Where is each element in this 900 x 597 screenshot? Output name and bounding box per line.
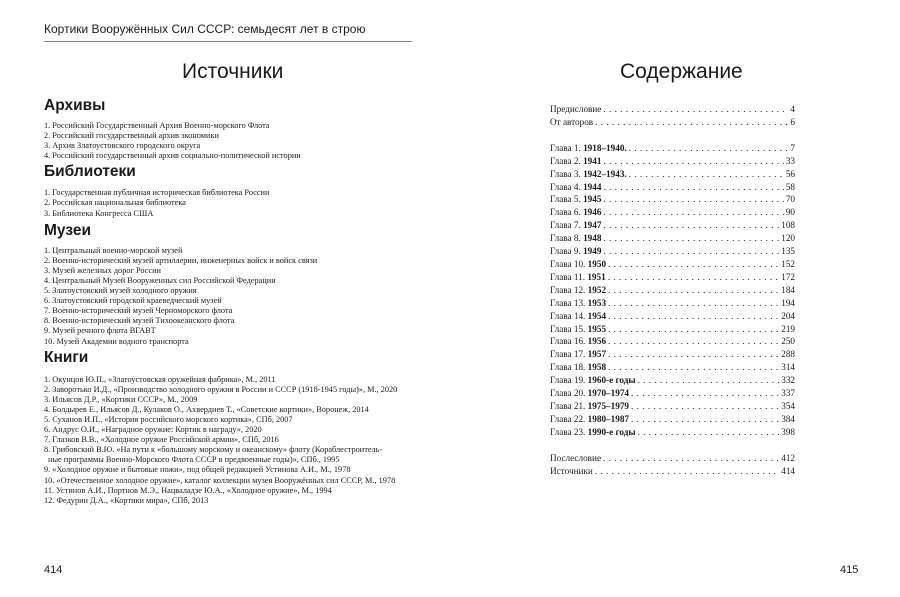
toc-page: 337 <box>781 388 795 399</box>
toc-label: Глава 14. <box>550 310 586 321</box>
leader-dots <box>631 400 779 413</box>
toc-chapter-years: 1948 <box>583 233 602 244</box>
list-item: 3. Архив Златоустовского городского округа <box>44 141 201 151</box>
leader-dots <box>603 245 779 258</box>
toc-label: Глава 15. <box>550 323 586 334</box>
toc-label: Глава 21. <box>550 400 586 411</box>
toc-label: Глава 4. <box>550 181 581 192</box>
running-head: Кортики Вооружённых Сил СССР: семьдесят лет в строю <box>44 22 412 42</box>
toc-page: 288 <box>781 349 795 360</box>
list-item: 1. Окунцов Ю.П., «Златоустовская оружейная фабрика», М., 2011 <box>44 374 276 384</box>
toc-page: 4 <box>790 104 795 114</box>
toc-page: 219 <box>781 323 795 334</box>
toc-page: 58 <box>785 181 795 192</box>
books-list <box>44 375 424 506</box>
leader-dots <box>608 271 780 284</box>
toc-page: 135 <box>781 246 795 257</box>
list-item: 3. Музей железных дорог России <box>44 265 161 275</box>
list-item: 11. Устинов А.И., Портнов М.Э., Нацваладзе Ю.А., «Холодное оружие», М., 1994 <box>44 485 332 495</box>
toc-entry[interactable] <box>550 284 795 297</box>
toc-page: 194 <box>781 297 795 308</box>
leader-dots <box>631 387 779 400</box>
list-item: 3. Библиотека Конгресса США <box>44 208 154 218</box>
libraries-list <box>44 188 424 218</box>
page-number-right: 415 <box>840 564 859 576</box>
toc-page: 70 <box>785 194 795 205</box>
toc-label: Глава 1. <box>550 142 581 153</box>
toc-page: 6 <box>790 116 795 127</box>
section-heading-books: Книги <box>44 348 89 366</box>
toc-chapter-years: 1970–1974 <box>587 388 629 399</box>
list-item: 3. Ильясов Д.Р., «Кортики СССР», М., 2009 <box>44 394 198 404</box>
leader-dots <box>608 258 779 271</box>
toc-label: Послесловие <box>550 452 602 463</box>
toc-chapter-years: 1918–1940. <box>583 142 627 153</box>
list-item: 9. Музей речного флота ВГАВТ <box>44 326 156 336</box>
toc-entry[interactable] <box>550 348 795 361</box>
toc-entry[interactable] <box>550 219 795 232</box>
toc-label: Глава 17. <box>550 349 586 360</box>
leader-dots <box>608 284 779 297</box>
toc-page: 7 <box>790 142 795 153</box>
leader-dots <box>631 413 779 426</box>
leader-dots <box>603 193 783 206</box>
toc-page: 172 <box>781 271 795 282</box>
toc-entry[interactable] <box>550 400 795 413</box>
toc-page: 414 <box>781 465 795 476</box>
toc-page: 398 <box>781 426 795 437</box>
leader-dots <box>603 232 779 245</box>
toc-chapter-years: 1947 <box>583 220 602 231</box>
toc-entry[interactable] <box>550 168 795 181</box>
sources-title: Источники <box>182 60 284 83</box>
toc-page: 332 <box>781 375 795 386</box>
toc-label: Глава 23. <box>550 426 586 437</box>
toc-page: 152 <box>781 258 795 269</box>
section-heading-libraries: Библиотеки <box>44 163 136 181</box>
spacer <box>550 439 795 452</box>
toc-entry[interactable] <box>550 335 795 348</box>
toc-entry[interactable] <box>550 413 795 426</box>
toc-chapter-years: 1942–1943. <box>583 168 627 179</box>
section-heading-museums: Музеи <box>44 221 91 239</box>
toc-entry[interactable] <box>550 193 795 206</box>
toc-label: Предисловие <box>550 104 602 114</box>
toc-page: 33 <box>785 155 795 166</box>
toc-label: Глава 5. <box>550 194 581 205</box>
list-item: 4. Центральный Музей Вооруженных сил Российской Федерации <box>44 275 276 285</box>
leader-dots <box>638 374 780 387</box>
leader-dots <box>629 142 789 155</box>
toc-chapter-years: 1990-е годы <box>587 426 636 437</box>
toc-entry[interactable] <box>550 245 795 258</box>
toc-label: Глава 16. <box>550 336 586 347</box>
list-item: 7. Военно-исторический музей Черноморского флота <box>44 306 233 316</box>
toc-chapter-years: 1950 <box>587 258 607 269</box>
toc-label: Глава 7. <box>550 220 581 231</box>
toc-chapter-years: 1957 <box>587 349 607 360</box>
toc-chapter-years: 1955 <box>587 323 607 334</box>
toc-entry[interactable] <box>550 271 795 284</box>
toc-page: 108 <box>781 220 795 231</box>
toc-chapter-years: 1975–1979 <box>587 400 629 411</box>
toc-label: Глава 2. <box>550 155 581 166</box>
list-item: 10. Музей Академии водного транспорта <box>44 336 189 346</box>
toc-entry[interactable] <box>550 323 795 336</box>
list-item: ные программы Военно-Морского Флота СССР в предвоенные годы)», СПб., 1995 <box>48 455 340 465</box>
toc-page: 354 <box>781 400 795 411</box>
list-item: 2. Заворотько И.Д., «Производство холодного оружия в России и СССР (1918-1945 годы)», М., 2020 <box>44 384 398 394</box>
museums-list <box>44 246 424 347</box>
toc-entry[interactable] <box>550 452 795 465</box>
toc-chapter-years: 1953 <box>587 297 607 308</box>
list-item: 1. Российский Государственный Архив Военно-морского Флота <box>44 121 270 130</box>
toc-label: Глава 12. <box>550 284 586 295</box>
toc-page: 184 <box>781 284 795 295</box>
toc-entry[interactable] <box>550 374 795 387</box>
list-item: 9. «Холодное оружие и бытовые ножи», под общей редакцией Устинова А.И., М., 1978 <box>44 465 351 475</box>
toc-entry[interactable] <box>550 232 795 245</box>
toc-label: Глава 6. <box>550 207 581 218</box>
leader-dots <box>595 465 779 478</box>
leader-dots <box>603 155 783 168</box>
toc-label: Глава 13. <box>550 297 586 308</box>
list-item: 2. Российская национальная библиотека <box>44 198 186 208</box>
toc-label: Источники <box>550 465 593 476</box>
toc-entry[interactable] <box>550 387 795 400</box>
list-item: 6. Андрус О.И., «Наградное оружие: Кортик в награду», 2020 <box>44 425 262 435</box>
toc-entry[interactable] <box>550 361 795 374</box>
leader-dots <box>603 206 783 219</box>
toc-label: Глава 19. <box>550 375 586 386</box>
toc-entry[interactable] <box>550 142 795 155</box>
toc-entry[interactable] <box>550 426 795 439</box>
toc-page: 120 <box>781 233 795 244</box>
list-item: 12. Федурин Д.А., «Кортики мира», СПб, 2013 <box>44 495 209 505</box>
toc-label: Глава 20. <box>550 388 586 399</box>
list-item: 2. Российский государственный архив экономики <box>44 131 219 141</box>
toc-chapter-years: 1945 <box>583 194 602 205</box>
toc-entry[interactable] <box>550 103 795 116</box>
leader-dots <box>608 361 779 374</box>
leader-dots <box>608 323 779 336</box>
toc-chapter-years: 1954 <box>587 310 607 321</box>
archives-list <box>44 121 424 161</box>
list-item: 10. «Отечественное холодное оружие», каталог коллекции музея Вооружённых сил СССР, М., 1978 <box>44 475 396 485</box>
toc-page: 90 <box>785 207 795 218</box>
list-item: 6. Златоустовский городской краеведческий музей <box>44 296 222 306</box>
toc-entry[interactable] <box>550 258 795 271</box>
toc-entry[interactable] <box>550 181 795 194</box>
leader-dots <box>608 310 779 323</box>
contents-title: Содержание <box>620 60 743 83</box>
list-item: 8. Грибовский В.Ю. «На пути к «большому морскому и океанскому» флоту (Кораблестроитель- <box>44 445 383 455</box>
toc-chapter-years: 1944 <box>583 181 602 192</box>
list-item: 7. Глазков В.В., «Холодное оружие Российской армии», СПб, 2016 <box>44 435 279 445</box>
leader-dots <box>629 168 784 181</box>
leader-dots <box>608 297 779 310</box>
toc-label: Глава 3. <box>550 168 581 179</box>
toc-chapter-years: 1946 <box>583 207 602 218</box>
toc-entry[interactable] <box>550 206 795 219</box>
toc-entry[interactable] <box>550 297 795 310</box>
sources-column <box>44 96 424 507</box>
leader-dots <box>603 452 779 465</box>
leader-dots <box>638 426 780 439</box>
leader-dots <box>608 348 779 361</box>
toc-entry[interactable] <box>550 310 795 323</box>
page-number-left: 414 <box>44 564 63 576</box>
leader-dots <box>603 181 783 194</box>
toc-page: 250 <box>781 336 795 347</box>
leader-dots <box>595 116 788 129</box>
toc-label: Глава 9. <box>550 246 581 257</box>
leader-dots <box>608 335 779 348</box>
list-item: 4. Болдырев Е., Ильясов Д., Кулаков О., Ахвердиев Т., «Советские кортики», Воронеж, 2014 <box>44 404 369 414</box>
toc-chapter-years: 1956 <box>587 336 607 347</box>
toc-page: 412 <box>781 452 795 463</box>
list-item: 1. Государственная публичная историческая библиотека России <box>44 188 270 198</box>
toc-chapter-years: 1960-е годы <box>587 375 636 386</box>
section-heading-archives: Архивы <box>44 97 106 114</box>
spacer <box>550 129 795 142</box>
list-item: 8. Военно-исторический музей Тихоокеанского флота <box>44 316 235 326</box>
toc-label: Глава 18. <box>550 362 586 373</box>
toc-chapter-years: 1958 <box>587 362 607 373</box>
toc-label: Глава 22. <box>550 413 586 424</box>
toc-chapter-years: 1980–1987 <box>587 413 629 424</box>
list-item: 2. Военно-исторический музей артиллерии, инженерных войск и войск связи <box>44 255 318 265</box>
toc-label: От авторов <box>550 116 594 127</box>
toc-chapter-years: 1949 <box>583 246 602 257</box>
toc-chapter-years: 1952 <box>587 284 607 295</box>
leader-dots <box>603 219 779 232</box>
toc-entry[interactable] <box>550 465 795 478</box>
toc-chapter-years: 1951 <box>587 271 606 282</box>
list-item: 5. Суханов И.П., «История российского морского кортика», СПб, 2007 <box>44 414 293 424</box>
list-item: 1. Центральный военно-морской музей <box>44 245 183 255</box>
toc-entry[interactable] <box>550 155 795 168</box>
table-of-contents <box>550 103 795 477</box>
toc-page: 56 <box>785 168 795 179</box>
toc-label: Глава 8. <box>550 233 581 244</box>
toc-chapter-years: 1941 <box>583 155 602 166</box>
toc-page: 384 <box>781 413 795 424</box>
toc-label: Глава 11. <box>550 271 586 282</box>
toc-label: Глава 10. <box>550 258 586 269</box>
toc-page: 204 <box>781 310 795 321</box>
leader-dots <box>603 103 788 116</box>
toc-page: 314 <box>781 362 795 373</box>
list-item: 5. Златоустовский музей холодного оружия <box>44 286 197 296</box>
toc-entry[interactable] <box>550 116 795 129</box>
list-item: 4. Российский государственный архив социально-политической истории <box>44 151 301 161</box>
